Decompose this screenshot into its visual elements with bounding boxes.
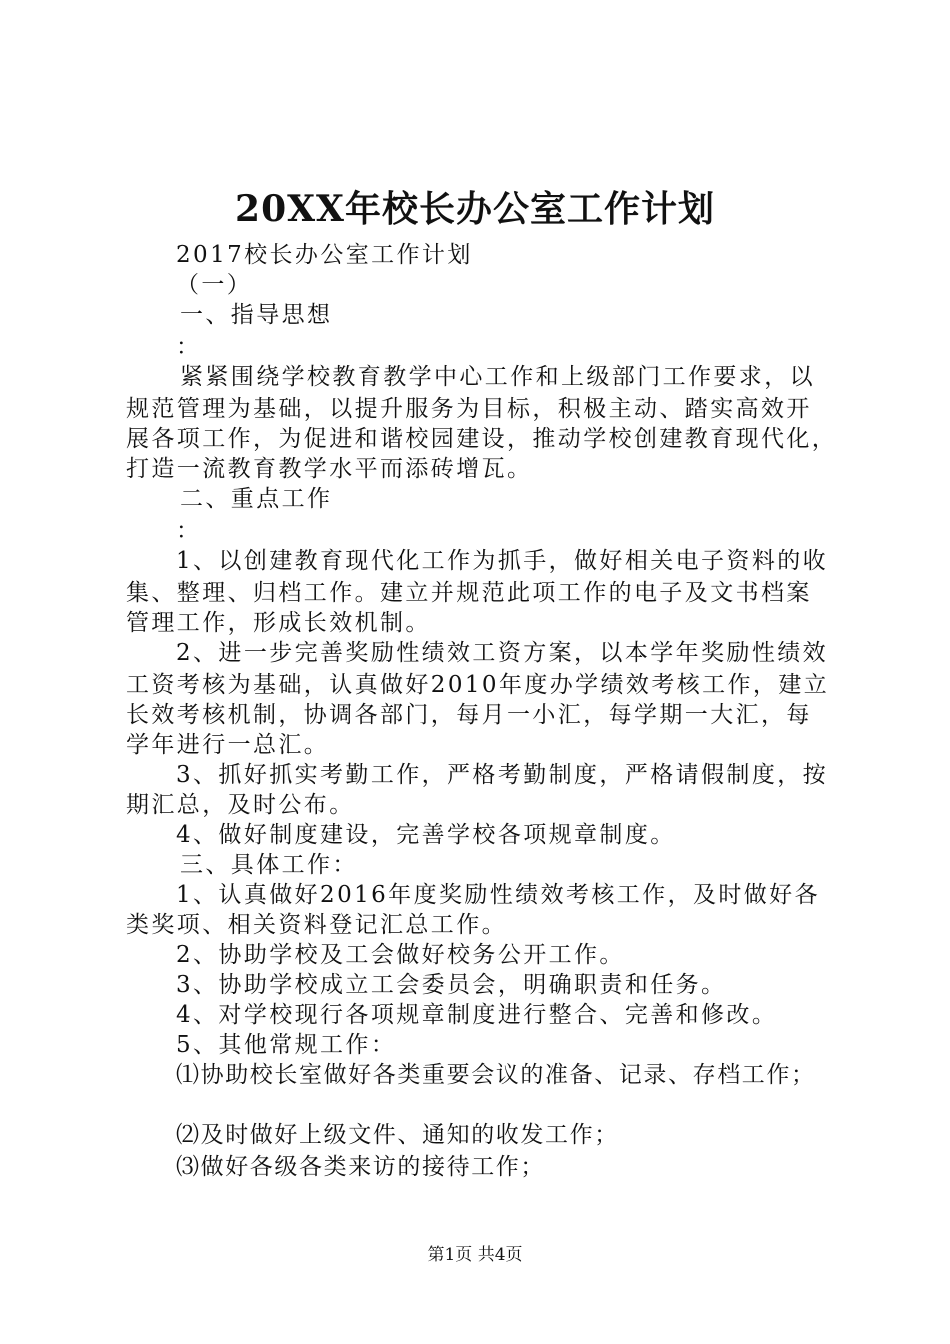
list-item-line: 4、对学校现行各项规章制度进行整合、完善和修改。 — [176, 1002, 778, 1028]
paragraph-line: 展各项工作，为促进和谐校园建设，推动学校创建教育现代化， — [126, 426, 838, 452]
section-number: （一） — [176, 272, 253, 298]
list-item-line: 类奖项、相关资料登记汇总工作。 — [126, 912, 507, 938]
colon-line: ： — [176, 334, 202, 360]
sub-item-line: ⑵及时做好上级文件、通知的收发工作； — [176, 1122, 619, 1148]
paragraph-line: 紧紧围绕学校教育教学中心工作和上级部门工作要求，以 — [180, 364, 815, 390]
list-item-line: 管理工作，形成长效机制。 — [126, 610, 431, 636]
list-item-line: 2、进一步完善奖励性绩效工资方案，以本学年奖励性绩效 — [176, 640, 829, 666]
list-item-line: 工资考核为基础，认真做好2010年度办学绩效考核工作，建立 — [126, 672, 830, 698]
subtitle-line: 2017校长办公室工作计划 — [176, 242, 473, 268]
sub-item-line: ⑴协助校长室做好各类重要会议的准备、记录、存档工作； — [176, 1062, 816, 1088]
list-item-line: 5、其他常规工作： — [176, 1032, 397, 1058]
page-title: 20XX年校长办公室工作计划 — [235, 188, 715, 230]
page-indicator: 第1页 共4页 — [427, 1245, 523, 1265]
section-heading-guiding-ideology: 一、指导思想 — [180, 302, 333, 328]
list-item-line: 3、协助学校成立工会委员会，明确职责和任务。 — [176, 972, 727, 998]
list-item-line: 1、以创建教育现代化工作为抓手，做好相关电子资料的收 — [176, 548, 829, 574]
paragraph-line: 规范管理为基础，以提升服务为目标，积极主动、踏实高效开 — [126, 396, 812, 422]
list-item-line: 4、做好制度建设，完善学校各项规章制度。 — [176, 822, 676, 848]
list-item-line: 学年进行一总汇。 — [126, 732, 330, 758]
paragraph-line: 打造一流教育教学水平而添砖增瓦。 — [126, 456, 533, 482]
list-item-line: 长效考核机制，协调各部门，每月一小汇，每学期一大汇，每 — [126, 702, 812, 728]
colon-line: ： — [176, 518, 202, 544]
list-item-line: 集、整理、归档工作。建立并规范此项工作的电子及文书档案 — [126, 580, 812, 606]
list-item-line: 1、认真做好2016年度奖励性绩效考核工作，及时做好各 — [176, 882, 820, 908]
list-item-line: 2、协助学校及工会做好校务公开工作。 — [176, 942, 625, 968]
list-item-line: 期汇总，及时公布。 — [126, 792, 355, 818]
section-heading-key-work: 二、重点工作 — [180, 486, 333, 512]
sub-item-line: ⑶做好各级各类来访的接待工作； — [176, 1154, 545, 1180]
section-heading-specific-work: 三、具体工作： — [180, 852, 358, 878]
list-item-line: 3、抓好抓实考勤工作，严格考勤制度，严格请假制度，按 — [176, 762, 829, 788]
